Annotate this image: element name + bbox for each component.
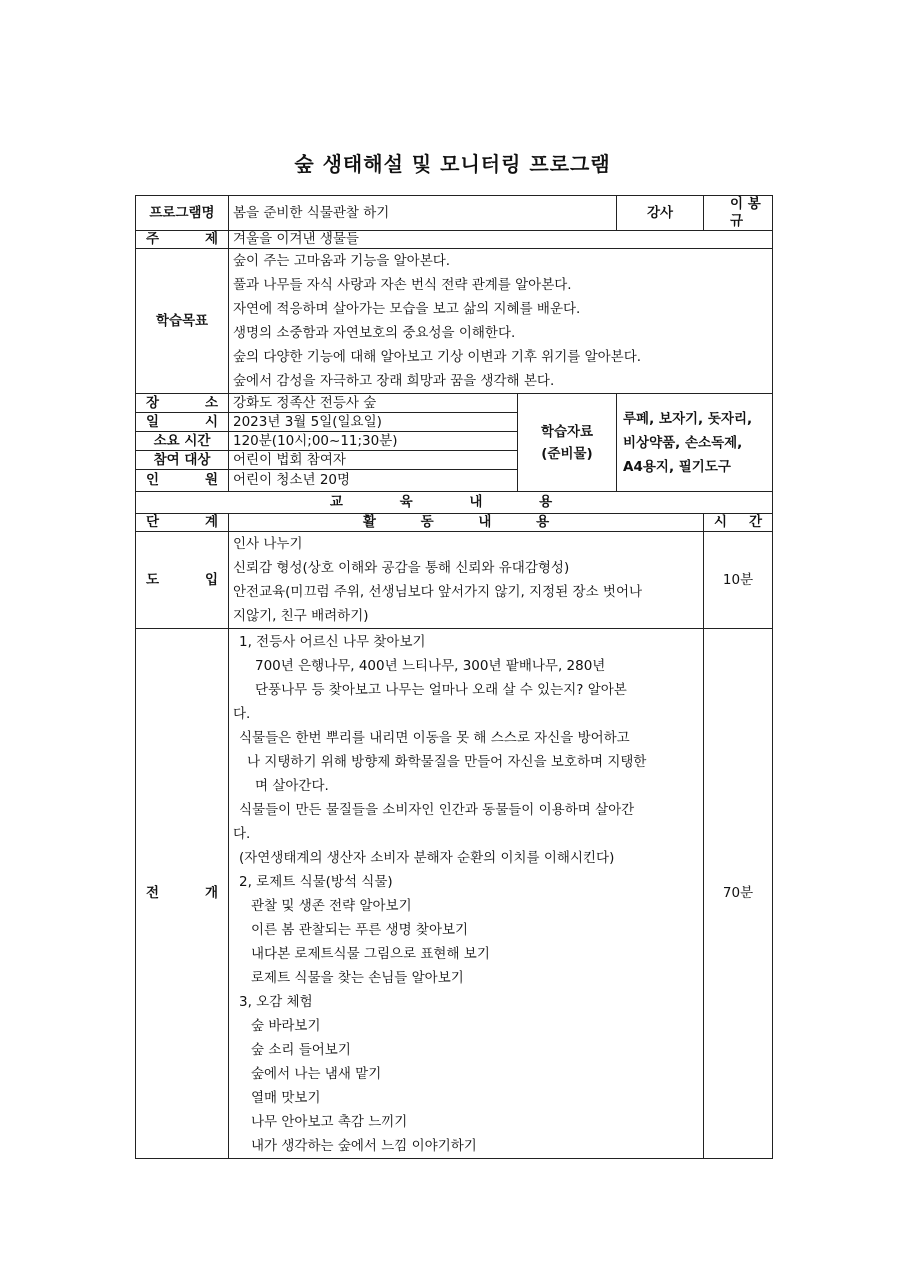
place-row: [136, 394, 773, 413]
goals-list: [229, 249, 773, 394]
goal-item: 생명의 소중함과 자연보호의 중요성을 이해한다.: [233, 325, 516, 341]
program-label: 프로그램명: [136, 196, 229, 231]
activity-line: 숲 바라보기: [251, 1017, 321, 1034]
duration-label: 소요 시간: [136, 432, 229, 451]
goal-item: 숲이 주는 고마움과 기능을 알아본다.: [233, 253, 451, 269]
activity-line: 다.: [233, 825, 251, 842]
intro-stage: 도 입: [136, 532, 229, 629]
main-stage: 전 개: [136, 629, 229, 1159]
column-header-row: [136, 514, 773, 532]
date-label: 일 시: [136, 413, 229, 432]
activity-line: 숲에서 나는 냄새 맡기: [251, 1065, 382, 1082]
activity-line: 다.: [233, 705, 251, 722]
document-title: 숲 생태해설 및 모니터링 프로그램: [294, 152, 611, 176]
materials-label: [518, 394, 617, 492]
intro-time: 10분: [704, 532, 773, 629]
section-header-row: [136, 492, 773, 514]
activity-line: 나 지탱하기 위해 방향제 화학물질을 만들어 자신을 보호하며 지탱한: [247, 753, 647, 770]
goals-row: [136, 249, 773, 394]
main-time: 70분: [704, 629, 773, 1159]
activity-line: 안전교육(미끄럼 주위, 선생님보다 앞서가지 않기, 지정된 장소 벗어나: [233, 584, 643, 600]
time-column-header: 시 간: [704, 514, 773, 532]
date-value: 2023년 3월 5일(일요일): [229, 413, 518, 432]
goal-item: 자연에 적응하며 살아가는 모습을 보고 삶의 지혜를 배운다.: [233, 301, 581, 317]
program-value: 봄을 준비한 식물관찰 하기: [229, 196, 617, 231]
materials-label-line: 학습자료: [540, 423, 594, 440]
activity-line: 나무 안아보고 촉감 느끼기: [251, 1113, 408, 1130]
goal-item: 숲의 다양한 기능에 대해 알아보고 기상 이변과 기후 위기를 알아본다.: [233, 349, 642, 365]
instructor-label: 강사: [617, 196, 704, 231]
activity-line: 숲 소리 들어보기: [251, 1041, 351, 1058]
place-label: 장 소: [136, 394, 229, 413]
main-activities: [229, 629, 704, 1159]
activity-heading: 2, 로제트 식물(방석 식물): [239, 873, 393, 890]
goal-item: 숲에서 감성을 자극하고 장래 희망과 꿈을 생각해 본다.: [233, 373, 555, 389]
activity-line: 신뢰감 형성(상호 이해와 공감을 통해 신뢰와 유대감형성): [233, 560, 570, 576]
activity-line: 내다본 로제트식물 그림으로 표현해 보기: [251, 945, 490, 962]
activity-line: (자연생태계의 생산자 소비자 분해자 순환의 이치를 이해시킨다): [239, 849, 615, 866]
activity-heading: 1, 전등사 어르신 나무 찾아보기: [239, 633, 426, 650]
program-table: [135, 195, 773, 1159]
goals-label: 학습목표: [136, 249, 229, 394]
subject-value: 겨울을 이겨낸 생물들: [229, 231, 773, 249]
activity-line: 단풍나무 등 찾아보고 나무는 얼마나 오래 살 수 있는지? 알아본: [255, 681, 627, 698]
activity-line: 며 살아간다.: [255, 777, 329, 794]
duration-value: 120분(10시;00~11;30분): [229, 432, 518, 451]
material-item: A4용지, 필기도구: [623, 458, 731, 475]
stage-column-header: 단 계: [136, 514, 229, 532]
activity-line: 식물들은 한번 뿌리를 내리면 이동을 못 해 스스로 자신을 방어하고: [239, 729, 630, 746]
activity-line: 로제트 식물을 찾는 손님들 알아보기: [251, 969, 464, 986]
activity-line: 열매 맛보기: [251, 1089, 321, 1106]
intro-activities: [229, 532, 704, 629]
headcount-label: 인 원: [136, 470, 229, 492]
activity-heading: 3, 오감 체험: [239, 993, 313, 1010]
intro-row: [136, 532, 773, 629]
activity-line: 관찰 및 생존 전략 알아보기: [251, 897, 412, 914]
activity-line: 700년 은행나무, 400년 느티나무, 300년 팥배나무, 280년: [255, 657, 606, 674]
headcount-value: 어린이 청소년 20명: [229, 470, 518, 492]
subject-label: 주 제: [136, 231, 229, 249]
material-item: 루페, 보자기, 돗자리,: [623, 410, 753, 427]
material-item: 비상약품, 손소독제,: [623, 434, 743, 451]
instructor-value: 이 봉 규: [704, 196, 773, 231]
materials-label-line: (준비물): [541, 445, 593, 462]
place-value: 강화도 정족산 전등사 숲: [229, 394, 518, 413]
participants-value: 어린이 법회 참여자: [229, 451, 518, 470]
materials-list: [617, 394, 773, 492]
activity-column-header: 활 동 내 용: [229, 514, 704, 532]
activity-line: 이른 봄 관찰되는 푸른 생명 찾아보기: [251, 921, 469, 938]
program-row: [136, 196, 773, 231]
subject-row: [136, 231, 773, 249]
participants-label: 참여 대상: [136, 451, 229, 470]
section-title: 교 육 내 용: [136, 492, 773, 514]
activity-line: 식물들이 만든 물질들을 소비자인 인간과 동물들이 이용하며 살아간: [239, 801, 635, 818]
main-row: [136, 629, 773, 1159]
activity-line: 내가 생각하는 숲에서 느낌 이야기하기: [251, 1137, 477, 1154]
activity-line: 인사 나누기: [233, 536, 303, 552]
activity-line: 지않기, 친구 배려하기): [233, 608, 369, 624]
goal-item: 풀과 나무들 자식 사랑과 자손 번식 전략 관계를 알아본다.: [233, 277, 572, 293]
